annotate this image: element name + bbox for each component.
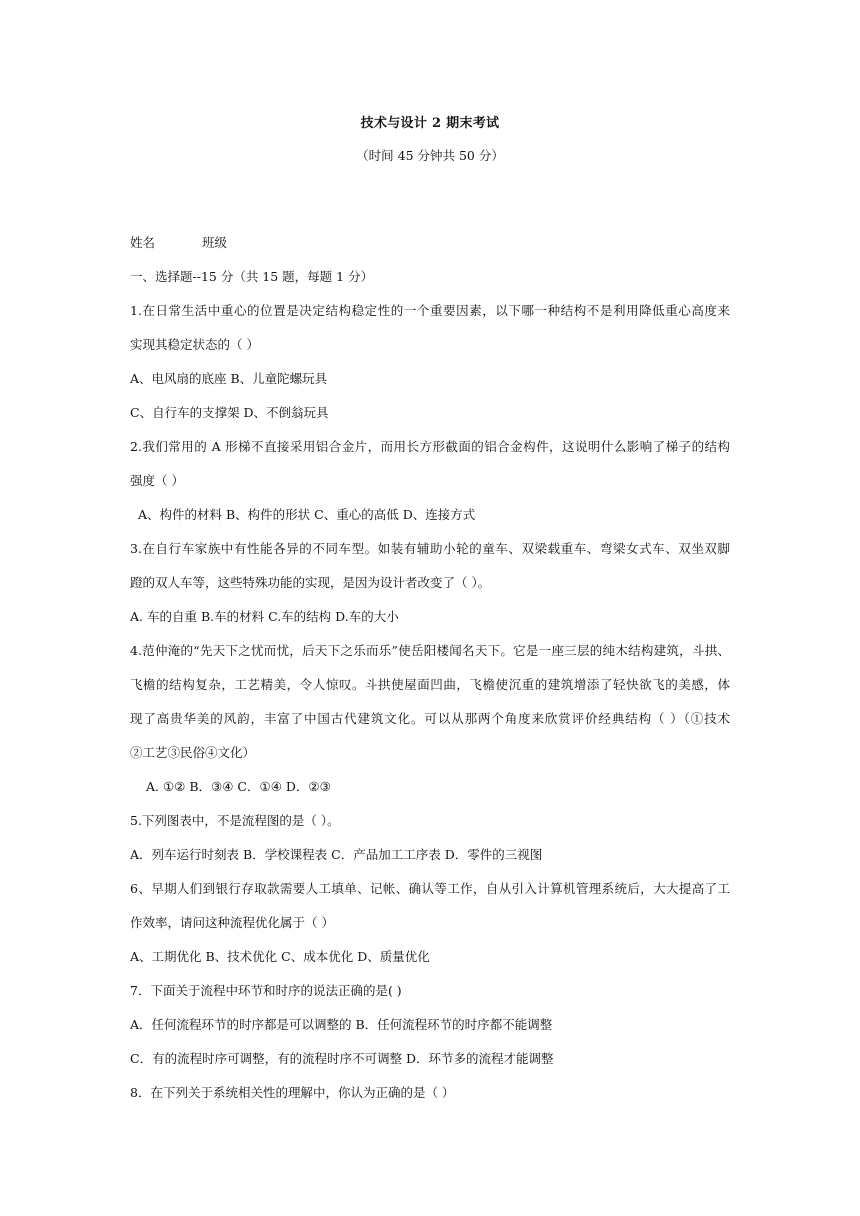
question-5-line-1: 5.下列图表中，不是流程图的是（ ）。 bbox=[130, 813, 340, 828]
question-2-options: A、构件的材料 B、构件的形状 C、重心的高低 D、连接方式 bbox=[138, 507, 476, 522]
exam-subtitle: （时间 45 分钟共 50 分） bbox=[356, 148, 504, 163]
question-7-line-1: 7．下面关于流程中环节和时序的说法正确的是( ) bbox=[130, 983, 402, 998]
student-info-row bbox=[130, 234, 730, 252]
name-label: 姓名 bbox=[130, 235, 156, 250]
question-6-line-1: 6、早期人们到银行存取款需要人工填单、记帐、确认等工作，自从引入计算机管理系统后，大大提高了工 bbox=[130, 881, 730, 896]
section-heading: 一、选择题--15 分（共 15 题，每题 1 分） bbox=[130, 269, 374, 284]
question-1-line-2: 实现其稳定状态的（ ） bbox=[130, 337, 259, 352]
question-3-line-2: 蹬的双人车等，这些特殊功能的实现，是因为设计者改变了（ ）。 bbox=[130, 575, 491, 590]
question-4-line-4: ②工艺③民俗④文化） bbox=[130, 745, 256, 760]
question-8-line-1: 8．在下列关于系统相关性的理解中，你认为正确的是（ ） bbox=[130, 1085, 455, 1100]
question-2-line-2: 强度（ ） bbox=[130, 473, 184, 488]
question-4-options: A. ①② B．③④ C．①④ D．②③ bbox=[146, 779, 331, 794]
question-3-line-1: 3.在自行车家族中有性能各异的不同车型。如装有辅助小轮的童车、双梁载重车、弯梁女式车、双坐双脚 bbox=[130, 541, 730, 556]
class-label: 班级 bbox=[202, 235, 228, 250]
question-4-line-1: 4.范仲淹的“先天下之忧而忧，后天下之乐而乐”使岳阳楼闻名天下。它是一座三层的纯木结构建筑，斗拱、 bbox=[130, 643, 730, 658]
question-4-line-3: 现了高贵华美的风韵，丰富了中国古代建筑文化。可以从那两个角度来欣赏评价经典结构（ ）（①技术 bbox=[130, 711, 730, 726]
question-4-line-2: 飞檐的结构复杂，工艺精美，令人惊叹。斗拱使屋面凹曲，飞檐使沉重的建筑增添了轻快欲飞的美感，体 bbox=[130, 677, 730, 692]
question-7-options-1: A．任何流程环节的时序都是可以调整的 B．任何流程环节的时序都不能调整 bbox=[130, 1017, 553, 1032]
question-6-options: A、工期优化 B、技术优化 C、成本优化 D、质量优化 bbox=[130, 949, 430, 964]
exam-title: 技术与设计 2 期末考试 bbox=[360, 116, 500, 131]
question-5-options: A．列车运行时刻表 B．学校课程表 C．产品加工工序表 D．零件的三视图 bbox=[130, 847, 543, 862]
question-3-options: A. 车的自重 B.车的材料 C.车的结构 D.车的大小 bbox=[130, 609, 399, 624]
question-1-options-2: C、自行车的支撑架 D、不倒翁玩具 bbox=[130, 405, 329, 420]
question-1-line-1: 1.在日常生活中重心的位置是决定结构稳定性的一个重要因素，以下哪一种结构不是利用降低重心高度来 bbox=[130, 303, 730, 318]
question-7-options-2: C．有的流程时序可调整，有的流程时序不可调整 D．环节多的流程才能调整 bbox=[130, 1051, 554, 1066]
question-2-line-1: 2.我们常用的 A 形梯不直接采用铝合金片，而用长方形截面的铝合金构件，这说明什么影响了梯子的结构 bbox=[130, 439, 730, 454]
question-6-line-2: 作效率，请问这种流程优化属于（ ） bbox=[130, 915, 334, 930]
question-1-options-1: A、电风扇的底座 B、儿童陀螺玩具 bbox=[130, 371, 328, 386]
